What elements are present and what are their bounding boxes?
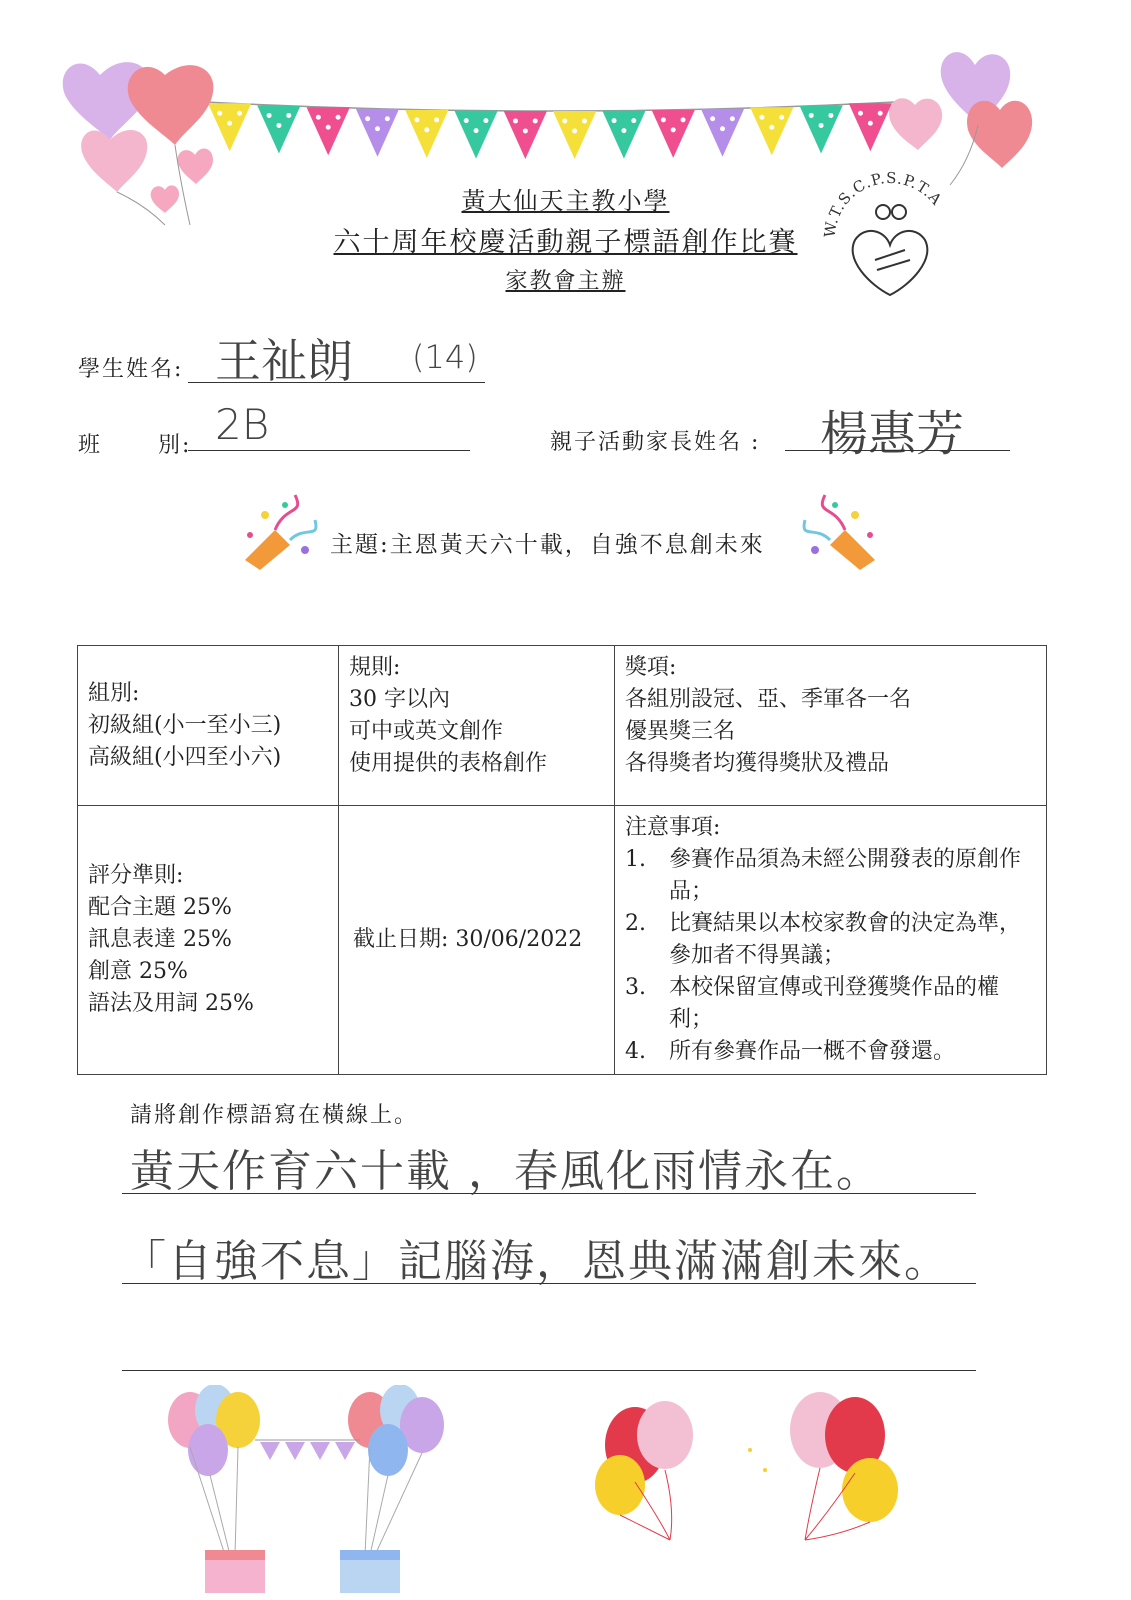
pennant-dot xyxy=(779,115,784,120)
groups-title: 組別: xyxy=(88,680,140,706)
student-name-value: 王祉朗 xyxy=(215,334,353,388)
parent-name-value: 楊惠芳 xyxy=(820,406,965,462)
pennant-dot xyxy=(572,128,577,133)
writing-line-3 xyxy=(122,1370,976,1371)
pennant-dot xyxy=(276,123,281,128)
criteria-item: 訊息表達 25% xyxy=(88,927,232,952)
party-popper-right-icon xyxy=(795,485,885,575)
class-line xyxy=(188,450,470,451)
pennant-dot xyxy=(424,127,429,132)
criteria-item: 配合主題 25% xyxy=(88,895,232,920)
pennant xyxy=(553,111,596,159)
pennant-dot xyxy=(681,117,686,122)
group-senior: 高級組(小四至小六) xyxy=(88,744,282,770)
pennant-dot xyxy=(533,118,538,123)
pennant xyxy=(257,105,300,153)
pennant-dot xyxy=(710,116,715,121)
deadline-cell xyxy=(339,806,615,1075)
pennant-dot xyxy=(661,117,666,122)
pennant xyxy=(701,109,744,157)
award-item: 優異獎三名 xyxy=(625,719,736,744)
pennant-garland xyxy=(200,90,900,170)
rules-cell xyxy=(339,646,615,806)
slogan-line-1: 黃天作育六十載 ，春風化雨情永在。 xyxy=(130,1146,882,1197)
pennant-dot xyxy=(819,123,824,128)
pennant-dot xyxy=(730,116,735,121)
pennant-dot xyxy=(562,118,567,123)
groups-cell xyxy=(78,646,339,806)
criteria-title: 評分準則: xyxy=(88,863,184,888)
rule-item: 使用提供的表格創作 xyxy=(349,751,548,776)
award-item: 各組別設冠、亞、季軍各一名 xyxy=(625,687,912,712)
school-name: 黃大仙天主教小學 xyxy=(461,187,670,215)
rules-table xyxy=(77,645,1047,1075)
criteria-item: 語法及用詞 25% xyxy=(88,991,254,1016)
awards-cell xyxy=(615,646,1047,806)
pennant-dot xyxy=(828,113,833,118)
pennant xyxy=(652,110,695,158)
pennant-dot xyxy=(621,128,626,133)
parent-name-label: 親子活動家長姓名 : xyxy=(550,430,761,455)
pennant-dot xyxy=(759,115,764,120)
notes-list xyxy=(625,844,1036,1068)
pennant-dot xyxy=(523,128,528,133)
pennant-dot xyxy=(434,117,439,122)
pennant-dot xyxy=(671,127,676,132)
pennant xyxy=(504,111,547,159)
student-name-line xyxy=(188,382,485,383)
pennant-dot xyxy=(612,118,617,123)
deadline: 截止日期: 30/06/2022 xyxy=(353,927,583,952)
pennant-dot xyxy=(474,128,479,133)
pennant xyxy=(602,111,645,159)
rules-title: 規則: xyxy=(349,655,401,680)
pennant-dot xyxy=(385,116,390,121)
instruction: 請將創作標語寫在橫線上。 xyxy=(130,1103,419,1128)
class-label: 班 xyxy=(78,433,103,458)
award-item: 各得獎者均獲得獎狀及禮品 xyxy=(625,751,890,776)
party-popper-left-icon xyxy=(235,485,325,575)
svg-text:W.T.S.C.P.S.P.T.A xyxy=(821,169,946,239)
awards-title: 獎項: xyxy=(625,655,677,680)
pennant-dot xyxy=(375,126,380,131)
rule-item: 可中或英文創作 xyxy=(349,719,504,744)
pennant xyxy=(356,109,399,157)
balloons-bunch-decoration xyxy=(590,1390,910,1550)
pennant-dot xyxy=(513,118,518,123)
note-item: 3. 本校保留宣傳或刊登獲獎作品的權利； xyxy=(625,975,1000,1032)
pennant-dot xyxy=(316,115,321,120)
theme-text: 主題:主恩黃天六十載，自強不息創未來 xyxy=(330,532,765,558)
criteria-cell xyxy=(78,806,339,1075)
pennant-dot xyxy=(286,113,291,118)
pennant-dot xyxy=(237,111,242,116)
pennant xyxy=(454,111,497,159)
student-name-label: 學生姓名: xyxy=(78,357,184,382)
pennant-dot xyxy=(464,118,469,123)
pennant xyxy=(405,110,448,158)
pennant xyxy=(799,105,842,153)
note-item: 2. 比賽結果以本校家教會的決定為準，參加者不得異議； xyxy=(625,911,1022,968)
slogan-line-2: 「自強不息」記腦海，恩典滿滿創未來。 xyxy=(122,1236,950,1287)
event-title: 六十周年校慶活動親子標語創作比賽 xyxy=(333,227,798,258)
pennant-dot xyxy=(720,126,725,131)
notes-title: 注意事項: xyxy=(625,815,721,840)
pta-logo-text: W.T.S.C.P.S.P.T.A xyxy=(820,168,946,239)
pennant-dot xyxy=(769,125,774,130)
note-item: 4. 所有參賽作品一概不會發還。 xyxy=(625,1039,956,1064)
rule-item: 30 字以內 xyxy=(349,687,450,712)
pennant-dot xyxy=(336,115,341,120)
criteria-item: 創意 25% xyxy=(88,959,188,984)
pennant-dot xyxy=(414,117,419,122)
pennant-dot xyxy=(267,113,272,118)
pennant-dot xyxy=(582,118,587,123)
pta-logo xyxy=(815,160,965,300)
notes-cell xyxy=(615,806,1047,1075)
pennant-dot xyxy=(858,111,863,116)
student-number-value: (14) xyxy=(412,338,478,376)
pennant-dot xyxy=(631,118,636,123)
class-label-suffix: 別: xyxy=(158,433,192,458)
balloons-gifts-decoration xyxy=(160,1385,460,1595)
pennant xyxy=(750,107,793,155)
writing-line-1 xyxy=(122,1193,976,1194)
pennant-dot xyxy=(326,125,331,130)
writing-line-2 xyxy=(122,1283,976,1284)
group-junior: 初級組(小一至小三) xyxy=(88,712,282,738)
parent-name-line xyxy=(785,450,1010,451)
pennant-dot xyxy=(868,121,873,126)
pennant xyxy=(307,107,350,155)
pennant-dot xyxy=(365,116,370,121)
pennant-dot xyxy=(483,118,488,123)
pennant-dot xyxy=(809,113,814,118)
note-item: 1. 參賽作品須為未經公開發表的原創作品； xyxy=(625,847,1022,904)
class-value: 2B xyxy=(215,400,270,449)
organizer: 家教會主辦 xyxy=(505,269,626,294)
